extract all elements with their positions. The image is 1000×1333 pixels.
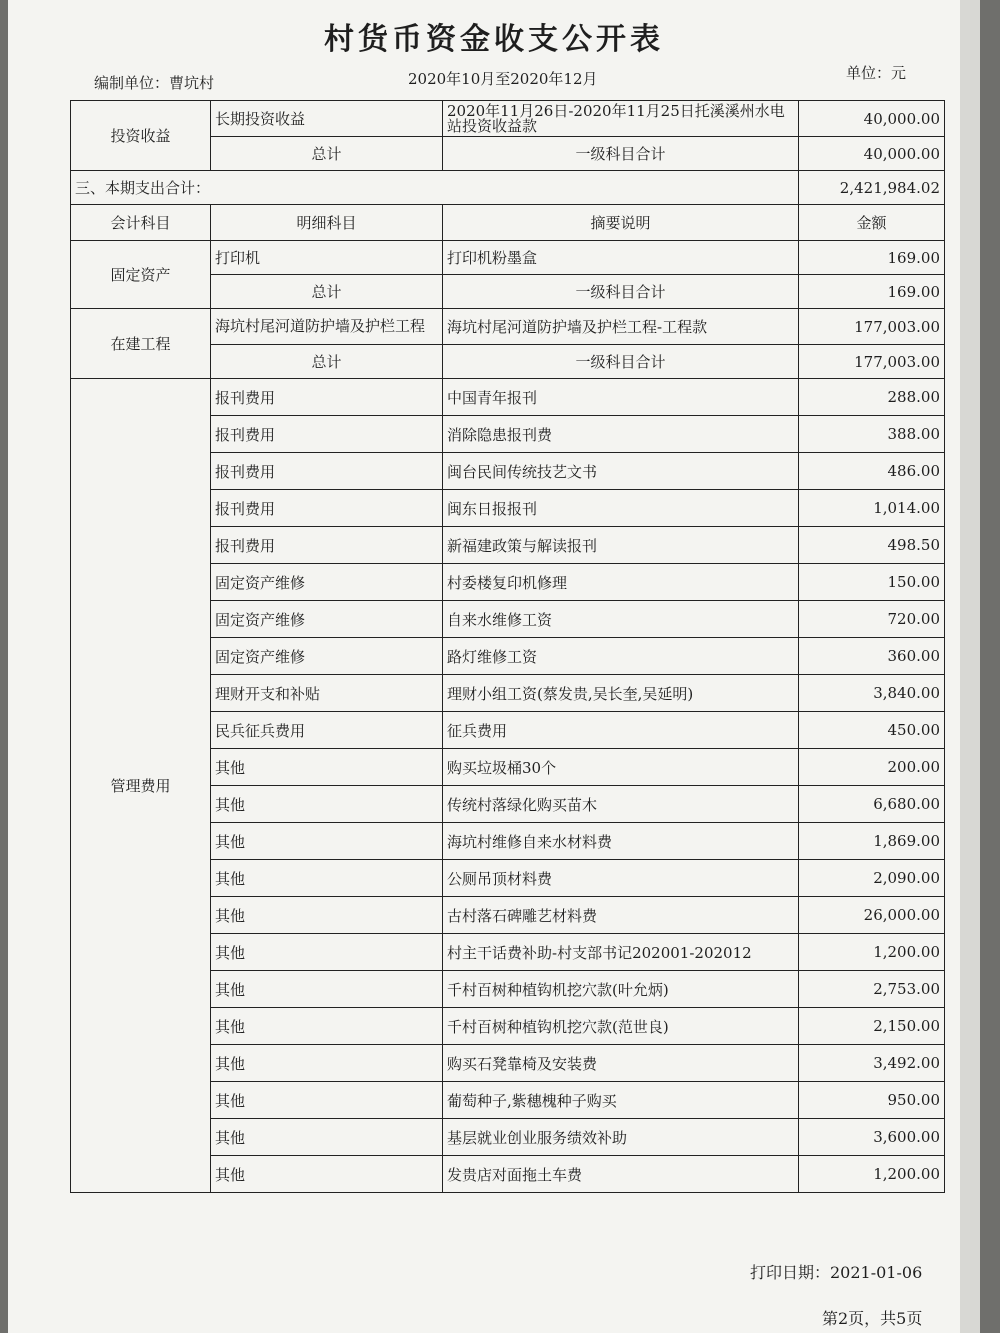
amount-cell: 950.00 xyxy=(799,1082,945,1119)
detail-cell: 其他 xyxy=(211,897,443,934)
amount-cell: 3,492.00 xyxy=(799,1045,945,1082)
detail-cell: 民兵征兵费用 xyxy=(211,712,443,749)
summary-cell: 千村百树种植钩机挖穴款(范世良) xyxy=(443,1008,799,1045)
total-summary-cell: 一级科目合计 xyxy=(443,345,799,379)
detail-cell: 其他 xyxy=(211,1119,443,1156)
column-header-account: 会计科目 xyxy=(71,205,211,241)
total-label-cell: 总计 xyxy=(211,275,443,309)
total-summary-cell: 一级科目合计 xyxy=(443,137,799,171)
compiler-label: 编制单位：曹坑村 xyxy=(94,74,215,92)
amount-cell: 1,200.00 xyxy=(799,934,945,971)
detail-cell: 报刊费用 xyxy=(211,379,443,416)
detail-cell: 长期投资收益 xyxy=(211,101,443,137)
amount-cell: 169.00 xyxy=(799,241,945,275)
summary-cell: 闽东日报报刊 xyxy=(443,490,799,527)
summary-cell: 自来水维修工资 xyxy=(443,601,799,638)
table-row xyxy=(71,379,945,416)
ledger-table xyxy=(70,100,945,1193)
detail-cell: 其他 xyxy=(211,1082,443,1119)
detail-cell: 打印机 xyxy=(211,241,443,275)
column-header-summary: 摘要说明 xyxy=(443,205,799,241)
detail-cell: 其他 xyxy=(211,860,443,897)
total-label-cell: 总计 xyxy=(211,137,443,171)
detail-cell: 其他 xyxy=(211,1156,443,1193)
detail-cell: 报刊费用 xyxy=(211,453,443,490)
amount-cell: 177,003.00 xyxy=(799,309,945,345)
detail-cell: 其他 xyxy=(211,934,443,971)
table-row xyxy=(71,309,945,345)
summary-cell: 古村落石碑雕艺材料费 xyxy=(443,897,799,934)
amount-cell: 1,200.00 xyxy=(799,1156,945,1193)
amount-cell: 2,150.00 xyxy=(799,1008,945,1045)
detail-cell: 其他 xyxy=(211,823,443,860)
account-cell: 管理费用 xyxy=(71,379,211,1193)
summary-cell: 传统村落绿化购买苗木 xyxy=(443,786,799,823)
summary-cell: 千村百树种植钩机挖穴款(叶允炳) xyxy=(443,971,799,1008)
account-cell: 在建工程 xyxy=(71,309,211,379)
summary-cell: 闽台民间传统技艺文书 xyxy=(443,453,799,490)
amount-cell: 486.00 xyxy=(799,453,945,490)
amount-cell: 26,000.00 xyxy=(799,897,945,934)
amount-cell: 2,090.00 xyxy=(799,860,945,897)
document-page xyxy=(8,0,980,1333)
amount-cell: 3,840.00 xyxy=(799,675,945,712)
summary-cell: 中国青年报刊 xyxy=(443,379,799,416)
section-amount-cell: 2,421,984.02 xyxy=(799,171,945,205)
detail-cell: 固定资产维修 xyxy=(211,601,443,638)
total-amount-cell: 40,000.00 xyxy=(799,137,945,171)
summary-cell: 征兵费用 xyxy=(443,712,799,749)
summary-cell: 打印机粉墨盒 xyxy=(443,241,799,275)
amount-cell: 150.00 xyxy=(799,564,945,601)
summary-cell: 新福建政策与解读报刊 xyxy=(443,527,799,564)
page-number: 第2页，共5页 xyxy=(822,1309,923,1328)
print-date: 打印日期：2021-01-06 xyxy=(750,1263,923,1282)
amount-cell: 720.00 xyxy=(799,601,945,638)
column-header-row xyxy=(71,205,945,241)
detail-cell: 报刊费用 xyxy=(211,527,443,564)
account-cell: 投资收益 xyxy=(71,101,211,171)
summary-cell: 购买石凳靠椅及安装费 xyxy=(443,1045,799,1082)
summary-cell: 基层就业创业服务绩效补助 xyxy=(443,1119,799,1156)
summary-cell: 海坑村尾河道防护墙及护栏工程-工程款 xyxy=(443,309,799,345)
amount-cell: 1,869.00 xyxy=(799,823,945,860)
amount-cell: 40,000.00 xyxy=(799,101,945,137)
detail-cell: 其他 xyxy=(211,1045,443,1082)
summary-cell: 路灯维修工资 xyxy=(443,638,799,675)
detail-cell: 报刊费用 xyxy=(211,490,443,527)
summary-cell: 葡萄种子,紫穗槐种子购买 xyxy=(443,1082,799,1119)
summary-cell: 村主干话费补助-村支部书记202001-202012 xyxy=(443,934,799,971)
amount-cell: 6,680.00 xyxy=(799,786,945,823)
period-label: 2020年10月至2020年12月 xyxy=(408,70,598,88)
amount-cell: 450.00 xyxy=(799,712,945,749)
amount-cell: 288.00 xyxy=(799,379,945,416)
amount-cell: 498.50 xyxy=(799,527,945,564)
total-label-cell: 总计 xyxy=(211,345,443,379)
detail-cell: 其他 xyxy=(211,749,443,786)
page-title: 村货币资金收支公开表 xyxy=(324,22,664,57)
summary-cell: 消除隐患报刊费 xyxy=(443,416,799,453)
table-row xyxy=(71,101,945,137)
amount-cell: 200.00 xyxy=(799,749,945,786)
detail-cell: 报刊费用 xyxy=(211,416,443,453)
summary-cell: 公厕吊顶材料费 xyxy=(443,860,799,897)
account-cell: 固定资产 xyxy=(71,241,211,309)
column-header-detail: 明细科目 xyxy=(211,205,443,241)
column-header-amount: 金额 xyxy=(799,205,945,241)
summary-cell: 2020年11月26日-2020年11月25日托溪溪州水电站投资收益款 xyxy=(443,101,799,137)
amount-cell: 2,753.00 xyxy=(799,971,945,1008)
amount-cell: 3,600.00 xyxy=(799,1119,945,1156)
detail-cell: 其他 xyxy=(211,786,443,823)
detail-cell: 其他 xyxy=(211,1008,443,1045)
detail-cell: 理财开支和补贴 xyxy=(211,675,443,712)
amount-cell: 388.00 xyxy=(799,416,945,453)
detail-cell: 其他 xyxy=(211,971,443,1008)
amount-cell: 360.00 xyxy=(799,638,945,675)
total-amount-cell: 169.00 xyxy=(799,275,945,309)
amount-cell: 1,014.00 xyxy=(799,490,945,527)
summary-cell: 理财小组工资(蔡发贵,吴长奎,吴延明) xyxy=(443,675,799,712)
unit-label: 单位：元 xyxy=(846,64,907,82)
table-row xyxy=(71,171,945,205)
page-edge xyxy=(960,0,980,1333)
detail-cell: 固定资产维修 xyxy=(211,638,443,675)
table-row xyxy=(71,241,945,275)
total-summary-cell: 一级科目合计 xyxy=(443,275,799,309)
detail-cell: 海坑村尾河道防护墙及护栏工程 xyxy=(211,309,443,345)
total-amount-cell: 177,003.00 xyxy=(799,345,945,379)
summary-cell: 海坑村维修自来水材料费 xyxy=(443,823,799,860)
summary-cell: 村委楼复印机修理 xyxy=(443,564,799,601)
summary-cell: 购买垃圾桶30个 xyxy=(443,749,799,786)
summary-cell: 发贵店对面拖土车费 xyxy=(443,1156,799,1193)
section-label-cell: 三、本期支出合计： xyxy=(71,171,799,205)
detail-cell: 固定资产维修 xyxy=(211,564,443,601)
